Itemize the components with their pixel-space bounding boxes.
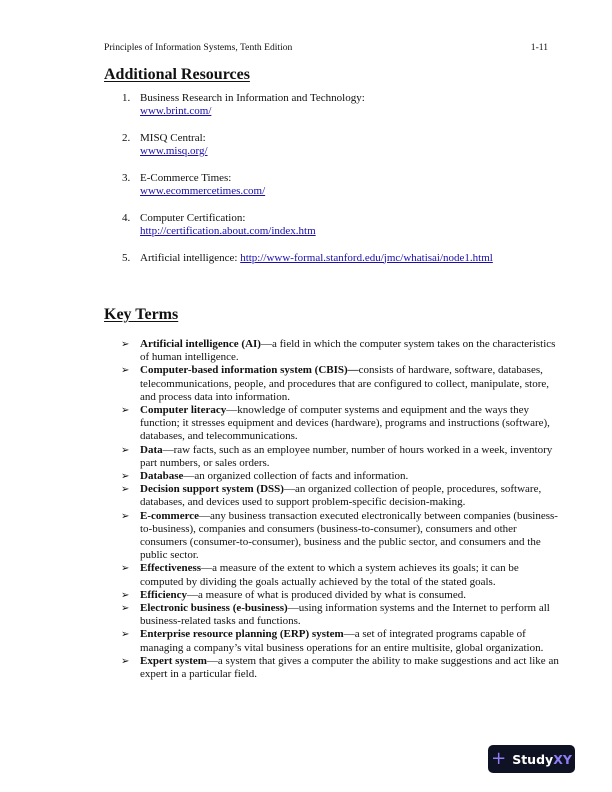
brand-accent: XY <box>553 751 572 767</box>
resource-item <box>122 132 562 159</box>
term-name: Enterprise resource planning (ERP) system <box>140 628 344 641</box>
resources-list <box>122 92 562 278</box>
key-terms-heading: Key Terms <box>104 306 179 323</box>
term-item <box>121 470 561 483</box>
term-name: Expert system <box>140 654 207 667</box>
term-definition: —an organized collection of facts and information. <box>183 470 409 483</box>
term-item <box>121 483 561 509</box>
term-item <box>121 364 561 404</box>
term-definition: —raw facts, such as an employee number, number of hours worked in a week, inventory part numbers, or sales orders. <box>140 443 553 469</box>
running-header <box>104 42 548 53</box>
resource-label: E-Commerce Times: <box>140 171 232 184</box>
term-definition: —a measure of what is produced divided by what is consumed. <box>187 588 466 601</box>
term-definition: consists of hardware, software, databases, telecommunications, people, and procedures that are configured to collect, manipulate, store, and process data into information. <box>140 364 549 403</box>
term-item <box>121 338 561 364</box>
term-name: Effectiveness <box>140 562 202 575</box>
term-name: Artificial intelligence (AI) <box>140 338 261 350</box>
resource-number: 5. <box>122 251 131 264</box>
term-name: Electronic business (e-business) <box>140 602 288 615</box>
term-name: Data <box>140 443 163 456</box>
resource-number: 3. <box>122 171 131 184</box>
resource-number: 4. <box>122 211 131 224</box>
arrow-bullet-icon: ➢ <box>121 339 130 350</box>
resource-label: MISQ Central: <box>140 131 206 144</box>
resource-item <box>122 212 562 239</box>
arrow-bullet-icon: ➢ <box>121 655 130 667</box>
brand-name <box>512 752 572 767</box>
term-definition: —knowledge of computer systems and equipment and the ways they function; it stresses equipment and devices (hardware), programs and instructions (software), databases, and telecommunications. <box>140 404 550 443</box>
term-name: Decision support system (DSS) <box>140 483 284 496</box>
term-item <box>121 444 561 470</box>
resource-number: 1. <box>122 92 131 104</box>
resource-item <box>122 172 562 199</box>
book-title: Principles of Information Systems, Tenth Edition <box>104 42 293 53</box>
term-item <box>121 562 561 588</box>
term-name: Efficiency <box>140 588 188 601</box>
resource-link[interactable]: www.misq.org/ <box>140 145 208 158</box>
term-definition: —a field in which the computer system takes on the characteristics of human intelligence. <box>140 338 556 364</box>
term-item <box>121 602 561 628</box>
arrow-bullet-icon: ➢ <box>121 629 130 641</box>
arrow-bullet-icon: ➢ <box>121 405 130 417</box>
term-definition: —an organized collection of people, procedures, software, databases, and devices used to support problem-specific decision-making. <box>140 483 542 509</box>
term-definition: —a system that gives a computer the ability to make suggestions and act like an expert in a particular field. <box>140 654 559 681</box>
term-definition: —using information systems and the Internet to perform all business-related tasks and functions. <box>140 602 550 628</box>
plus-icon: + <box>491 748 507 769</box>
term-definition: —a set of integrated programs capable of managing a company’s vital business operations for an entire multisite, global organization. <box>140 628 544 654</box>
resource-number: 2. <box>122 131 131 144</box>
brand-main: Study <box>512 751 554 767</box>
resource-link[interactable]: http://www-formal.stanford.edu/jmc/whatisai/node1.html <box>240 251 493 264</box>
additional-resources-heading: Additional Resources <box>104 66 250 83</box>
page-number: 1-11 <box>530 42 548 53</box>
studyxy-badge[interactable] <box>488 745 575 773</box>
term-name: Computer literacy <box>140 404 227 417</box>
term-item <box>121 589 561 602</box>
resource-label: Artificial intelligence: <box>140 251 241 264</box>
resource-item <box>122 252 562 265</box>
term-name: E-commerce <box>140 509 200 522</box>
term-item <box>121 404 561 444</box>
resource-label: Business Research in Information and Technology: <box>140 92 365 104</box>
resource-label: Computer Certification: <box>140 211 246 224</box>
resource-link[interactable]: www.brint.com/ <box>140 105 212 118</box>
term-item <box>121 510 561 563</box>
arrow-bullet-icon: ➢ <box>121 563 130 575</box>
term-item <box>121 628 561 654</box>
term-name: Database <box>140 470 184 483</box>
resource-link[interactable]: www.ecommercetimes.com/ <box>140 185 266 198</box>
arrow-bullet-icon: ➢ <box>121 510 130 522</box>
resource-link[interactable]: http://certification.about.com/index.htm <box>140 224 316 237</box>
key-terms-list <box>121 338 561 681</box>
arrow-bullet-icon: ➢ <box>121 471 130 483</box>
arrow-bullet-icon: ➢ <box>121 589 130 601</box>
arrow-bullet-icon: ➢ <box>121 603 130 615</box>
arrow-bullet-icon: ➢ <box>121 484 130 496</box>
term-name: Computer-based information system (CBIS)— <box>140 364 359 377</box>
arrow-bullet-icon: ➢ <box>121 365 130 377</box>
term-definition: —any business transaction executed electronically between companies (business-to-business), companies and consumers (business-to-consumer), consumers and other consumers (consumer-to-consumer), business and the public sector, and consumers and the public sector. <box>140 509 558 562</box>
term-item <box>121 655 561 681</box>
arrow-bullet-icon: ➢ <box>121 444 130 456</box>
resource-item <box>122 92 562 119</box>
term-definition: —a measure of the extent to which a system achieves its goals; it can be computed by dividing the goals actually achieved by the total of the stated goals. <box>140 562 519 588</box>
